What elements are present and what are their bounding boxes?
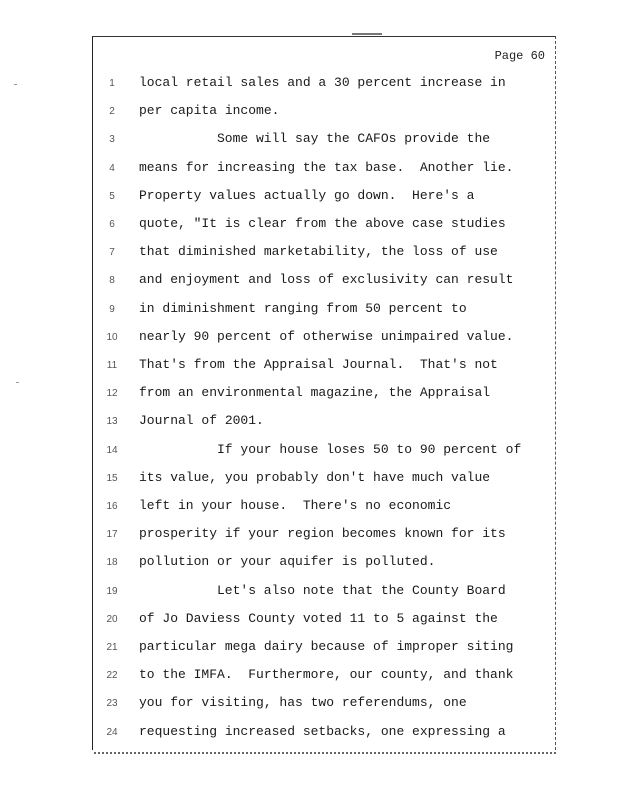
line-text: local retail sales and a 30 percent increase in [139,75,506,90]
line-number: 18 [106,557,118,569]
transcript-line [93,75,555,95]
line-number: 20 [106,613,118,625]
transcript-line [93,385,555,405]
transcript-line [93,667,555,687]
line-number: 9 [109,303,115,315]
line-number: 6 [109,219,115,230]
line-number: 5 [109,190,115,202]
line-number: 2 [109,106,115,118]
scan-speck [16,382,19,383]
transcript-line [93,329,555,349]
line-text: left in your house. There's no economic [139,498,452,513]
line-number: 13 [106,416,118,428]
line-text: its value, you probably don't have much value [139,469,491,485]
transcript-line [93,357,555,377]
transcript-line [93,554,555,574]
line-text: per capita income. [139,103,280,119]
line-number: 7 [109,247,115,259]
transcript-line [93,470,555,490]
line-text: that diminished marketability, the loss of use [139,244,498,260]
transcript-line [93,583,555,603]
line-number: 8 [109,275,115,287]
line-text: Journal of 2001. [139,413,264,429]
line-text: pollution or your aquifer is polluted. [139,554,436,570]
line-number: 3 [109,134,115,146]
line-text: If your house loses 50 to 90 percent of [217,441,522,457]
line-text: Some will say the CAFOs provide the [217,131,491,147]
line-number: 15 [106,472,118,484]
transcript-page [92,36,556,750]
transcript-line [93,413,555,433]
page-number: Page 60 [494,49,545,63]
line-number: 14 [106,444,118,456]
scan-speck [14,84,17,85]
transcript-line [93,131,555,151]
transcript-line [93,611,555,631]
line-number: 17 [106,529,118,541]
transcript-line [93,301,555,321]
line-number: 19 [106,585,118,597]
transcript-line [93,103,555,123]
line-text: means for increasing the tax base. Another lie. [139,159,514,175]
line-text: to the IMFA. Furthermore, our county, and thank [139,667,514,683]
line-number: 1 [109,78,115,89]
line-number: 16 [106,501,118,512]
transcript-lines [93,37,555,750]
line-text: Let's also note that the County Board [217,582,506,598]
line-text: in diminishment ranging from 50 percent to [139,300,467,316]
line-number: 24 [106,726,118,738]
line-text: and enjoyment and loss of exclusivity can result [139,272,514,288]
transcript-line [93,498,555,518]
line-text: quote, "It is clear from the above case studies [139,216,506,231]
line-text: That's from the Appraisal Journal. That's not [139,357,498,372]
transcript-line [93,272,555,292]
scan-mark [352,33,382,35]
line-number: 4 [109,162,115,174]
line-text: Property values actually go down. Here's a [139,187,475,203]
transcript-line [93,526,555,546]
transcript-line [93,188,555,208]
line-text: requesting increased setbacks, one expressing a [139,723,506,739]
line-text: particular mega dairy because of improper siting [139,639,514,654]
transcript-line [93,160,555,180]
line-text: prosperity if your region becomes known for its [139,526,506,542]
transcript-line [93,695,555,715]
transcript-line [93,639,555,659]
line-number: 22 [106,670,118,682]
line-number: 23 [106,698,118,710]
line-text: from an environmental magazine, the Appraisal [139,385,491,401]
line-number: 21 [106,642,118,653]
line-text: you for visiting, has two referendums, one [139,695,467,711]
line-number: 11 [106,360,118,371]
line-number: 12 [106,388,118,400]
transcript-line [93,724,555,744]
line-number: 10 [106,331,118,343]
line-text: nearly 90 percent of otherwise unimpaired value. [139,328,514,344]
bottom-border [94,752,556,754]
transcript-line [93,442,555,462]
transcript-line [93,216,555,236]
transcript-line [93,244,555,264]
line-text: of Jo Daviess County voted 11 to 5 against the [139,610,498,626]
